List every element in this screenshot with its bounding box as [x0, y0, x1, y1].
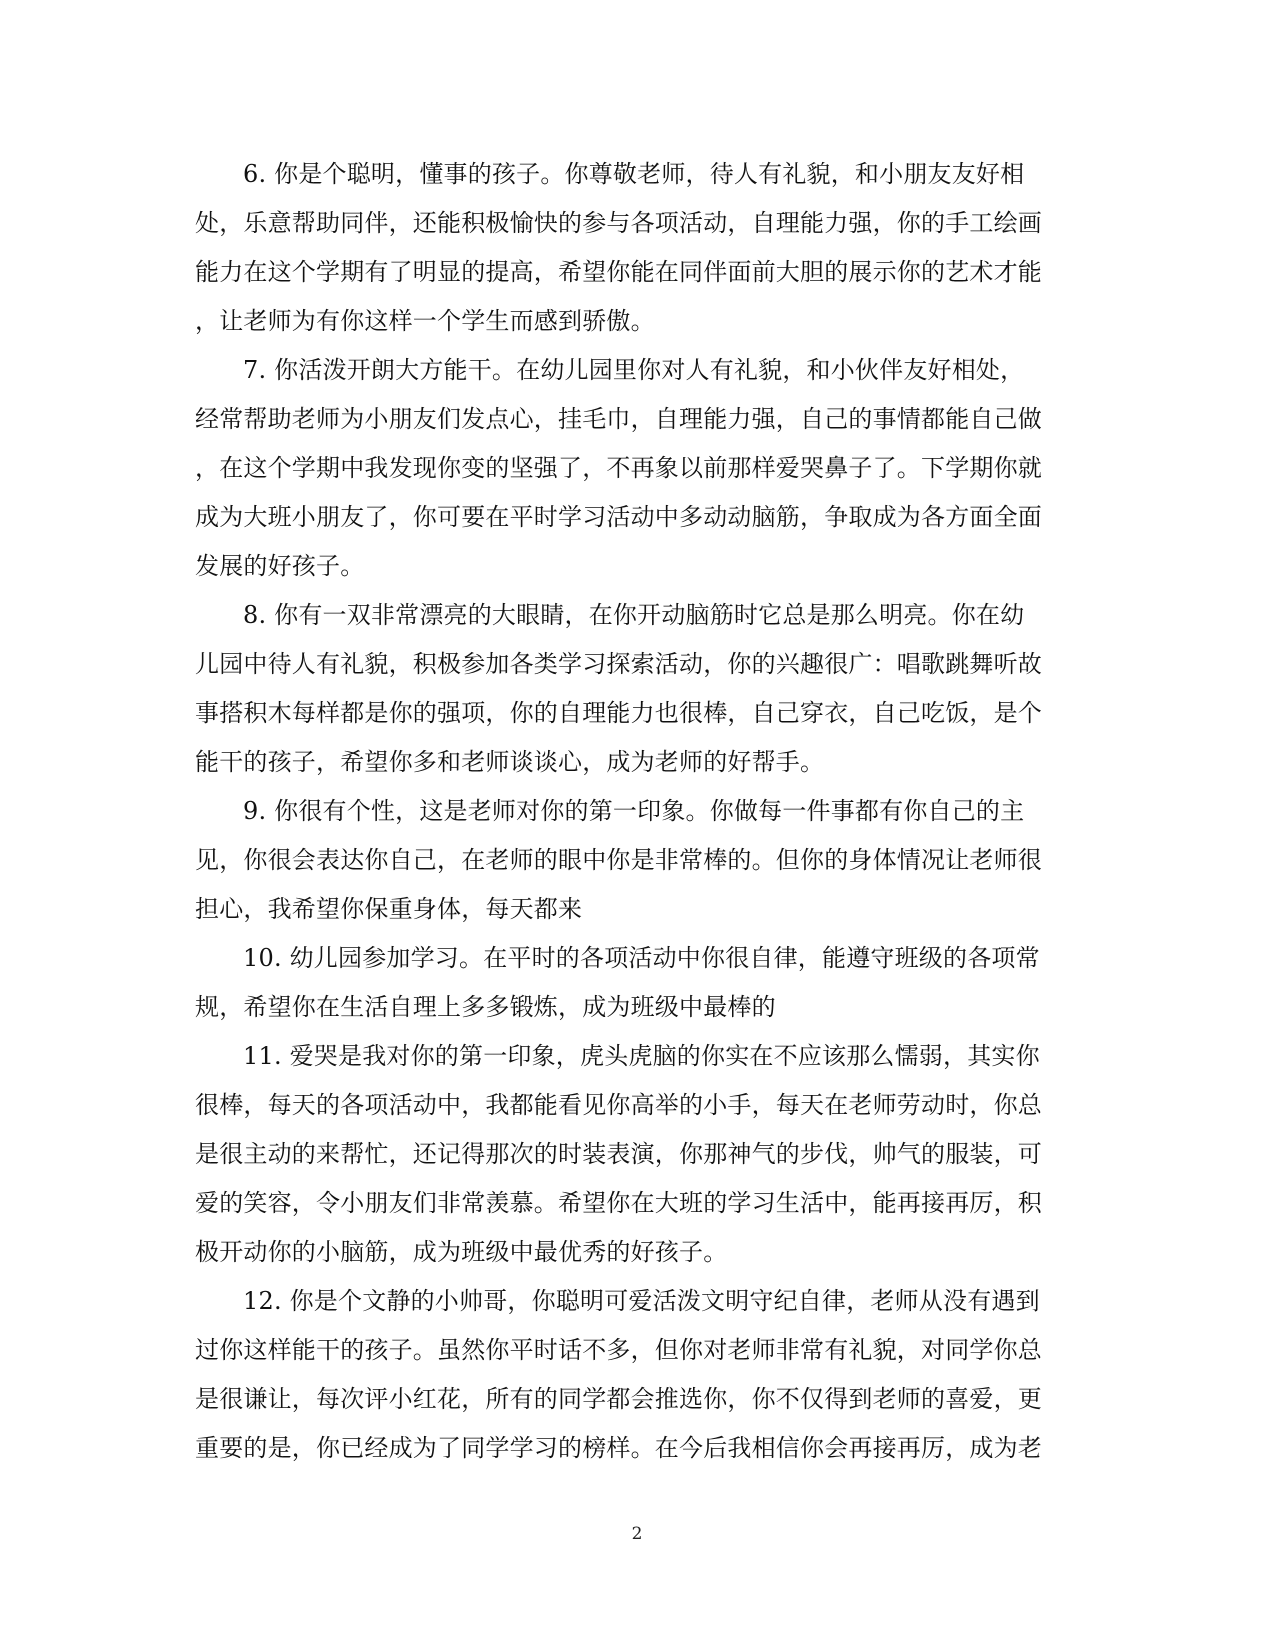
paragraph-line: 是很主动的来帮忙，还记得那次的时装表演，你那神气的步伐，帅气的服装，可	[195, 1140, 1042, 1168]
paragraph-10	[195, 934, 1065, 1032]
paragraph-line: 很棒，每天的各项活动中，我都能看见你高举的小手，每天在老师劳动时，你总	[195, 1091, 1042, 1119]
paragraph-line: 事搭积木每样都是你的强项，你的自理能力也很棒，自己穿衣，自己吃饭，是个	[195, 699, 1042, 727]
paragraph-line: 处，乐意帮助同伴，还能积极愉快的参与各项活动，自理能力强，你的手工绘画	[195, 209, 1042, 237]
paragraph-line: 发展的好孩子。	[195, 552, 365, 580]
paragraph-line: 儿园中待人有礼貌，积极参加各类学习探索活动，你的兴趣很广：唱歌跳舞听故	[195, 650, 1042, 678]
paragraph-line: 11. 爱哭是我对你的第一印象，虎头虎脑的你实在不应该那么懦弱，其实你	[243, 1042, 1040, 1070]
page-number: 2	[631, 1524, 643, 1544]
paragraph-11	[195, 1032, 1065, 1277]
paragraph-line: 6. 你是个聪明，懂事的孩子。你尊敬老师，待人有礼貌，和小朋友友好相	[243, 160, 1025, 188]
paragraph-line: ，在这个学期中我发现你变的坚强了，不再象以前那样爱哭鼻子了。下学期你就	[195, 454, 1042, 482]
paragraph-line: 重要的是，你已经成为了同学学习的榜样。在今后我相信你会再接再厉，成为老	[195, 1434, 1042, 1462]
paragraph-line: 能干的孩子，希望你多和老师谈谈心，成为老师的好帮手。	[195, 748, 825, 776]
paragraph-line: 见，你很会表达你自己，在老师的眼中你是非常棒的。但你的身体情况让老师很	[195, 846, 1042, 874]
paragraph-line: 8. 你有一双非常漂亮的大眼睛，在你开动脑筋时它总是那么明亮。你在幼	[243, 601, 1025, 629]
paragraph-line: 规，希望你在生活自理上多多锻炼，成为班级中最棒的	[195, 993, 776, 1021]
paragraph-line: 7. 你活泼开朗大方能干。在幼儿园里你对人有礼貌，和小伙伴友好相处，	[243, 356, 1025, 384]
paragraph-line: 经常帮助老师为小朋友们发点心，挂毛巾，自理能力强，自己的事情都能自己做	[195, 405, 1042, 433]
paragraph-line: 12. 你是个文静的小帅哥，你聪明可爱活泼文明守纪自律，老师从没有遇到	[243, 1287, 1040, 1315]
paragraph-9	[195, 787, 1065, 934]
paragraph-8	[195, 591, 1065, 787]
paragraph-line: 爱的笑容，令小朋友们非常羡慕。希望你在大班的学习生活中，能再接再厉，积	[195, 1189, 1042, 1217]
paragraph-line: 10. 幼儿园参加学习。在平时的各项活动中你很自律，能遵守班级的各项常	[243, 944, 1040, 972]
paragraph-line: 极开动你的小脑筋，成为班级中最优秀的好孩子。	[195, 1238, 728, 1266]
paragraph-line: 是很谦让，每次评小红花，所有的同学都会推选你，你不仅得到老师的喜爱，更	[195, 1385, 1042, 1413]
paragraph-line: 9. 你很有个性，这是老师对你的第一印象。你做每一件事都有你自己的主	[243, 797, 1025, 825]
document-body	[195, 150, 1065, 1473]
paragraph-line: ，让老师为有你这样一个学生而感到骄傲。	[195, 307, 655, 335]
paragraph-line: 担心，我希望你保重身体，每天都来	[195, 895, 583, 923]
paragraph-line: 过你这样能干的孩子。虽然你平时话不多，但你对老师非常有礼貌，对同学你总	[195, 1336, 1042, 1364]
paragraph-line: 能力在这个学期有了明显的提高，希望你能在同伴面前大胆的展示你的艺术才能	[195, 258, 1042, 286]
paragraph-6	[195, 150, 1065, 346]
paragraph-line: 成为大班小朋友了，你可要在平时学习活动中多动动脑筋，争取成为各方面全面	[195, 503, 1042, 531]
paragraph-7	[195, 346, 1065, 591]
paragraph-12	[195, 1277, 1065, 1473]
